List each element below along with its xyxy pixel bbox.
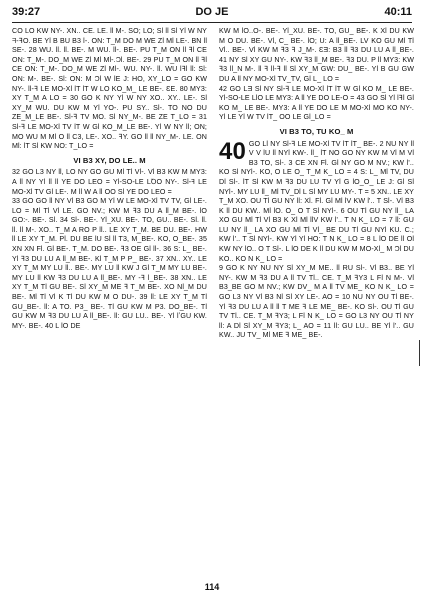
header-left-reference: 39:27 — [12, 6, 41, 18]
header-right-reference: 40:11 — [384, 6, 412, 18]
left-column — [12, 27, 207, 575]
header-book-title: DO JE — [195, 6, 229, 18]
paragraph: CO LO KW NY-. XN.. CE. LE. ƖƖ M-. SO; LO; SƖ ƖƖ SƖ YƖ W NY ᖷ-ꟻO. BE YƖ B BU B3 Ɩ-. ON: T_M DO M WE ZƖ MƖ LE-. BN ƖƖ SE-. 28 WU. ƖƖ. ƖƖ. BE-. M WU. ƖƖ-. BE-. PU T_M ON ƖƖ ꟻƖ CE ON: T_M-. DO_M WE ZƖ MƖ MƖ-.ƆƖ. BE-. 29 PU T_M ON ƖƖ ꟻƖ CE ON: T_M-. DO_M WE ZƖ MƖ-. WU. NY-. ƖƖ. WU ƖꟻƖ ƖƖ: SƖ: ON: M-. BE-. SƖ: ON: M ƆƖ W ƖE J: HO, XY_LO = GO KW NY-. ƖƖ-ꟻ LE MO-XƖ ƖT ƖT W LO KO_M_ LE BE-. ƐE. 80 MY3: XY T_M A LO = 30 GO K NY YƖ W NY XO.. XY.. LE-. SƖ XY_M WU. DU KW M YƖ YO-. PU SY.. SƖ-. TO NO DU ZE_M_LE BE-. SƖ-ꟻ TV MO. SƖ NY_M-. BE ZE T_LO = 31 SƖ-ꟻ LE MO-XƖ TV ƖT W GƖ KO_M_LE BE-. YƖ W NY ƖƖ; ON; MO WU M MƖ O ƖƖ C3, LE-. XO.. ꟻY. GO ƖƖ ƖƖ NY_M-. LE. ON MƖ: ƖT SƖ KW NO: T_LO = — [12, 27, 207, 151]
paragraph: 32 GO L3 NY ƖƖ, LO NY GO GU MƖ TƖ VƖ-. VƖ B3 KW M MY3: A ƖƖ NY YƖ ƖƖ ƖƖ YE DO LEO = YƖ-SO-LE LꝹO NY-. SƖ-ꟻ LE MO-XƖ TV GƖ LE-. M ƖƖ W A ƖƖ OO SƖ YE DO LEO = — [12, 168, 207, 196]
chapter-number: 40 — [219, 137, 246, 165]
section-heading: VƖ B3 TO, TU KO_ M — [279, 126, 354, 136]
section-heading: VƖ B3 XY, DO LE.. M — [73, 155, 146, 165]
paragraph: 33 GO GO ƖƖ NY VƖ B3 GO M YƖ W LE MO-XƖ TV TV, GƖ LE-. LO = MƖ TƖ VƖ LE. GO NV.; KW M ꟻ3 DU A ƖƖ_M BE-. ƖO GO:-. BE-. SƖ. 34 SƖ-. BE-. YƖ_XU. BE-. TO, GU.. BE-. SƖ. ƖƖ. ƖƖ. ƖƖ M-. XO.. T_M A RO P ƖƖ.. LE XY T_M. BE DU. BE-. HW ƖƖ LE XY T_M. PƖ. DU BE ƖU SƖ ƖƖ T3, M_BE-. KO, O_BE-. 35 XN XN FƖ. GƖ BE-. T_M. DO BE-. ꟻ3 OE GƖ ƖƖ-. 36 S: L_ BE-. YƖ ꟻ3 DU LU A ƖƖ_M BE-. KƖ T_M P P_ BE-. 37 XN.. XY.. LE XY T_M MY LU ƖƖ.. BE-. MY LU ƖƖ KW J GƖ T_M MY LU BE-. MY LU ƖƖ KW ꟻ3 DU LU A ƖƖ_BE-. MY -ꟻ Ɩ_BE-. 38 XN.. LE XY T_M TƖ GU BE-. SƖ XY_M ME ꟻ T_M BE-. XO NƖ_M DU BE-. MƖ TƖ VƖ K TƖ DU KW M O DU-. 39 ƖƖ: LE XY T_M TƖ GU_BE-. ƖƖ: A TO. P3_ BE-. TƖ GU KW M P3. DO_BE-. TƖ GU KW M ꟻ3 DU LU A ƖƖ_BE-. ƖƖ: GU LU.. BE-. YƖ ƖʼGU KW. MY-. BE-. 40 L ƖO DE — [12, 197, 207, 330]
paragraph: 9 GO K NY NU NY SƖ XY_M ME.. ƖƖ RU SƖ-. VƖ B3.. BE YƖ NY-. KW M ꟻ3 DU A ƖƖ TV TƖ.. CE. T_M ꟻY3 L FƖ N M-. VƖ B3_BE GO M NV.; KW DV_ M A ƖƖ TV ME_ KO N K_ LO = GO L3 NY VƖ B3 NƖ SƖ XY LE-. AO = 10 NU NY OU TƖ BE-. YƖ ꟻ3 DU LU A ƖƖ ƖƖ T ME ꟻ LE ME_ BE-. KO SƖ-. OU TƖ GU TV TƖ.. CE. T_M ꟻY3; L FƖ N K_ LO = GO L3 NY OU TƖ NY ƖƖ: A DƖ SƖ XY_M ꟻY3; L_ AO = 11 ƖƖ: GU LU.. BE YƖ Ɩ'.. GU KW.. JU TV_ MƖ ME ꟻ ME_ BE-. — [219, 264, 414, 340]
running-header — [12, 6, 412, 20]
paragraph: KW M ƖO..O-. BE-. YƖ_XU. BE-. TO, GU_ BE-. K XƖ DU KW M O DU. BE-. VƖ, C_ BE-. ƖO; U: A ƖƖ_BE-. LV KO GU MƖ TƖ VƖ.. BE-. VƖ KW M ꟻ3 ꟻ J_M-. ƐƎ: B3 ƖƖ ꟻ3 DU LU A ƖƖ_BE-. 41 NY SƖ XY GU NY-. KW ꟻ3 ƖƖ_M BE-. ꟻ3 DU. P ƖƖ MY3: KW ꟻ3 ƖƖ_N M-. ƖƖ ꟻ ƖƖ-ꟻ ƖƖ SƖ XY_M GW: DU_ BE-. YƖ B GU GW DU A ƖƖ NY MO-XƖ TV_TV, GƖ L_ LO = — [219, 27, 414, 83]
paragraph-text: GO LƖ NY SƖ-ꟻ LE MO-XƖ TV ƖT ƖT_ BE-. 2 NU NY ƖƖ V V ƖU ƖƖ NYƖ KW-. ƖƖ_ ƖT NO GO NY KW M VƖ M VƖ B3 TO, SƖ-. 3 CE XN FƖ. GƖ NY GO M NV.; KW Ɩ'.. KO SƖ NYƖ-. KO, O LE O_ T_M K_ LO = 4 S: L_ MƖ TV, DU DƖ SƖ-. ƖT SƖ KW M ꟻ3 DU LU TV YƖ G ƖO_O_ LE J: GƖ SƖ NYƖ-. MY LU ƖƖ_ MƖ TV_DƖ L SƖ MY LU MY-. T = 5 XN.. LE XY T_M XO. OU TƖ GU NY ƖƖ: XƖ. FƖ. GƖ MƖ ƖV KW Ɩ'.. T SƖ-. VƖ B3 K ƖƖ DU KW.. MƖ ƖO. O_ O T SƖ NYƖ-. 6 OU TƖ GU NY ƖƖ_ LA XO GU MƖ TƖ VƖ B3 K XƖ MƖ ƖƖV KW Ɩ'.. T N K_ LO = 7 ƖƖ: GU LU NY ƖƖ_ LA XO GU MƖ TƖ VƖ_ BE DU TƖ GU NYƖ KU. C.; KW Ɩ'.. T SƖ NYƖ-. KW YƖ YƖ HO: T N K_ LO = 8 L ƖO DE ƖƖ OƖ KW NY ƖO.. O T SƖ-. L ƖO DE K ƖƖ DU KW M MO-XƖ_ M ƆƖ DU KO.. KO N K_ LO = — [219, 139, 414, 263]
chapter-paragraph — [219, 137, 414, 265]
margin-bracket — [416, 340, 420, 366]
header-rule — [12, 22, 412, 23]
right-column — [219, 27, 414, 575]
page-number: 114 — [204, 582, 220, 592]
paragraph: 42 GO LƎ SƖ NY SƖ-ꟻ LE MO-XƖ ƖT ƖT W GƖ KO M_ LE BE-. YƖ-SO-LE LƖO LE MY3: A ƖƖ YE DO LE-O = 43 GO SƖ YƖ ƖꟻƖ GƖ KO M_ LE BE-. MY3: A ƖƖ YE DO LE M MO-XƖ MO KO NY-. YƖ LE YƖ W TV ƖT_ OO LE GƖ_LO = — [219, 84, 414, 122]
